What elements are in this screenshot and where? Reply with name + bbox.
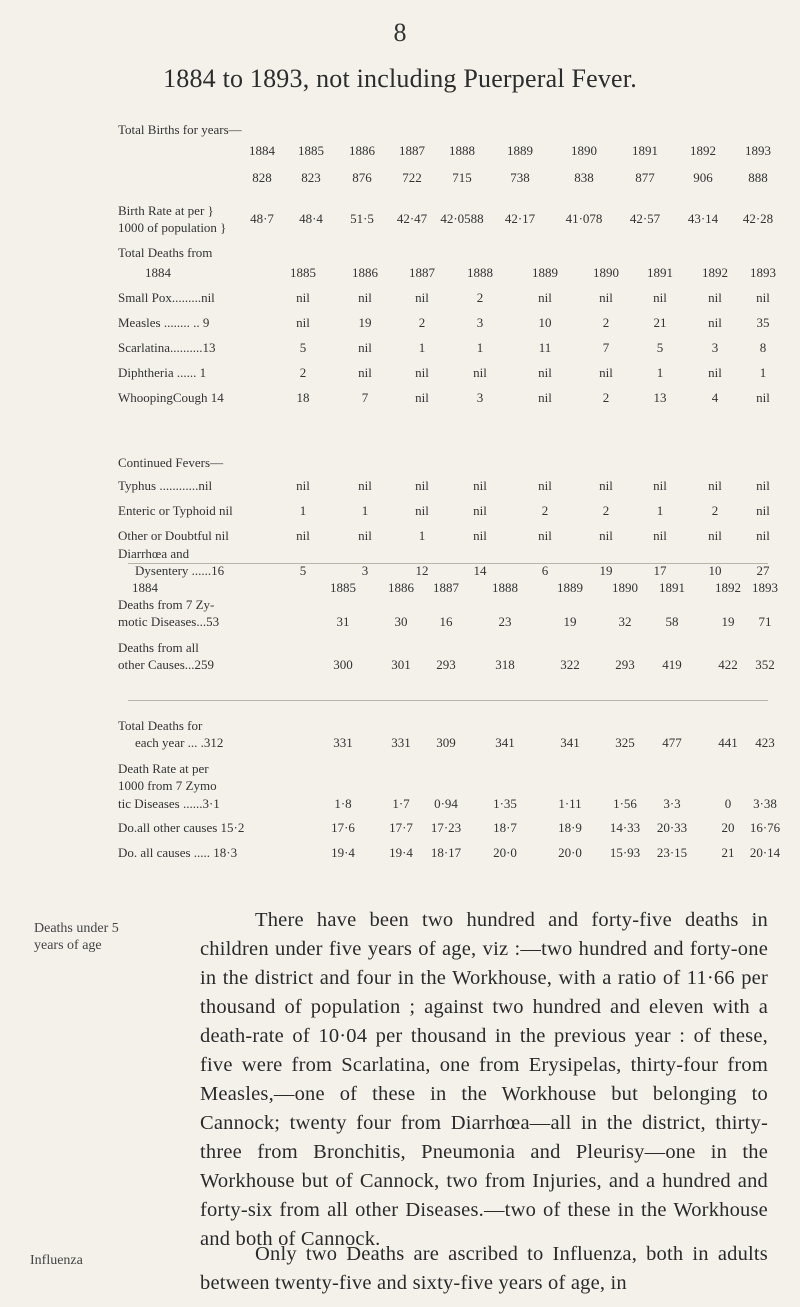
cause-value-cell: nil (708, 528, 722, 543)
births-year-cell: 1893 (745, 143, 771, 158)
total-deaths-value-cell: 309 (436, 735, 456, 750)
cause-label: Scarlatina..........13 (118, 340, 216, 355)
cause-value-cell: nil (296, 290, 310, 305)
deaths-first-year: 1884 (145, 265, 171, 280)
cause-value-cell: nil (599, 478, 613, 493)
births-count-cell: 738 (510, 170, 530, 185)
divider-1 (128, 563, 768, 564)
cause-value-cell: nil (415, 478, 429, 493)
death-rate-value-cell: 18·7 (493, 820, 517, 835)
cause-value-cell: nil (473, 478, 487, 493)
cause-value-cell: nil (415, 390, 429, 405)
cause-value-cell: nil (473, 528, 487, 543)
births-count-cell: 877 (635, 170, 655, 185)
birth-rate-cell: 41·078 (565, 211, 603, 226)
cause-value-cell: nil (756, 478, 770, 493)
cause-label: WhoopingCough 14 (118, 390, 224, 405)
death-rate-value-cell: 18·9 (558, 820, 582, 835)
death-rate-label: Do. all causes ..... 18·3 (118, 845, 238, 860)
birth-rate-cell: 43·14 (687, 211, 719, 226)
cause-value-cell: nil (599, 365, 613, 380)
deaths-year-cell: 1893 (750, 265, 776, 280)
cause-value-cell: 1 (476, 340, 484, 355)
death-rate-value-cell: 3·3 (663, 796, 681, 811)
deaths-by-cause-title: Total Deaths from (118, 245, 213, 260)
summary-year-cell: 1884 (132, 580, 158, 595)
summary-year-cell: 1889 (557, 580, 583, 595)
births-year-cell: 1887 (399, 143, 425, 158)
continued-fevers-label: Continued Fevers— (118, 455, 224, 470)
zymotic-label: motic Diseases...53 (118, 614, 220, 629)
cause-value-cell: 3 (361, 563, 369, 578)
cause-value-cell: nil (358, 290, 372, 305)
total-deaths-value-cell: 441 (718, 735, 738, 750)
cause-value-cell: 5 (299, 563, 307, 578)
summary-year-cell: 1893 (752, 580, 778, 595)
page-heading: 1884 to 1893, not including Puerperal Fever. (163, 64, 637, 93)
birth-rate-cell: 42·57 (629, 211, 661, 226)
zymotic-value-cell: 19 (721, 614, 735, 629)
zymotic-value-cell: 32 (618, 614, 632, 629)
birth-rate-cell: 42·28 (742, 211, 774, 226)
other-causes-value-cell: 301 (391, 657, 411, 672)
death-rate-value-cell: 0 (724, 796, 732, 811)
death-rate-value-cell: 14·33 (609, 820, 641, 835)
cause-label: Diarrhœa and (118, 546, 190, 561)
zymotic-label: Deaths from 7 Zy- (118, 597, 215, 612)
births-year-cell: 1891 (632, 143, 658, 158)
margin-note-influenza: Influenza (30, 1253, 83, 1268)
total-deaths-label: each year ... .312 (135, 735, 224, 750)
cause-value-cell: 35 (756, 315, 770, 330)
cause-value-cell: nil (473, 365, 487, 380)
death-rate-value-cell: 20·33 (656, 820, 688, 835)
margin-note-deaths-under-5 (34, 920, 119, 954)
cause-value-cell: nil (358, 528, 372, 543)
births-year-cell: 1888 (449, 143, 475, 158)
birth-rate-cell: 48·4 (299, 211, 323, 226)
death-rate-label: Do.all other causes 15·2 (118, 820, 245, 835)
births-year-cell: 1886 (349, 143, 375, 158)
zymotic-value-cell: 23 (498, 614, 512, 629)
cause-value-cell: nil (599, 528, 613, 543)
birth-rate-label-1: Birth Rate at per } (118, 203, 214, 218)
other-causes-value-cell: 422 (718, 657, 738, 672)
death-rate-value-cell: 17·6 (331, 820, 355, 835)
summary-year-cell: 1886 (388, 580, 414, 595)
births-year-cell: 1885 (298, 143, 324, 158)
birth-rate-cell: 42·47 (396, 211, 428, 226)
cause-value-cell: nil (756, 390, 770, 405)
cause-value-cell: 8 (759, 340, 767, 355)
cause-value-cell: 27 (756, 563, 770, 578)
cause-value-cell: nil (708, 315, 722, 330)
deaths-year-cell: 1890 (593, 265, 619, 280)
death-rate-value-cell: 17·7 (389, 820, 413, 835)
other-causes-value-cell: 322 (560, 657, 580, 672)
death-rate-value-cell: 21 (721, 845, 735, 860)
cause-value-cell: 2 (602, 315, 610, 330)
cause-value-cell: 3 (476, 315, 484, 330)
other-causes-value-cell: 293 (436, 657, 456, 672)
cause-value-cell: 2 (418, 315, 426, 330)
birth-rate-cell: 51·5 (350, 211, 374, 226)
death-rate-value-cell: 20·0 (558, 845, 582, 860)
other-causes-value-cell: 419 (662, 657, 682, 672)
cause-value-cell: nil (756, 503, 770, 518)
births-count-cell: 888 (748, 170, 768, 185)
influenza-text: Only two Deaths are ascribed to Influenza, both in adults between twenty-five and sixty-five years of age, in (200, 1243, 768, 1294)
cause-value-cell: nil (296, 528, 310, 543)
deaths-year-cell: 1889 (532, 265, 558, 280)
cause-value-cell: 1 (759, 365, 767, 380)
cause-value-cell: nil (358, 365, 372, 380)
total-deaths-value-cell: 341 (495, 735, 515, 750)
deaths-under-five-text: There have been two hundred and forty-five deaths in children under five years of age, viz :—two hundred and forty-one in the district and four in the Workhouse, with a ratio of 11·66 per thousand of population ; against two hundred and eleven with a death-rate of 10·04 per thousand in the previous year : of these, five were from Scarlatina, one from Erysipelas, thirty-four from Measles,—one of these in the Workhouse but belonging to Cannock; twenty four from Diarrhœa—all in the district, thirty-three from Bronchitis, Pneumonia and Pleurisy—one in the Workhouse but of Cannock, two from Injuries, and a hundred and forty-six from all other Diseases.—two of these in the Workhouse and both of Cannock. (200, 909, 768, 1250)
births-year-cell: 1890 (571, 143, 597, 158)
cause-value-cell: 19 (599, 563, 613, 578)
zymotic-value-cell: 19 (563, 614, 577, 629)
cause-value-cell: 1 (299, 503, 307, 518)
summary-year-cell: 1892 (715, 580, 741, 595)
death-rate-value-cell: 15·93 (609, 845, 641, 860)
cause-value-cell: 2 (602, 390, 610, 405)
cause-value-cell: nil (538, 390, 552, 405)
cause-label: Enteric or Typhoid nil (118, 503, 233, 518)
total-deaths-value-cell: 325 (615, 735, 635, 750)
birth-rate-label-2: 1000 of population } (118, 220, 227, 235)
cause-label: Measles ........ .. 9 (118, 315, 210, 330)
deaths-year-cell: 1888 (467, 265, 493, 280)
death-rate-value-cell: 1·56 (613, 796, 637, 811)
births-count-cell: 828 (252, 170, 272, 185)
total-deaths-value-cell: 331 (333, 735, 353, 750)
cause-value-cell: nil (708, 290, 722, 305)
deaths-under-five-paragraph (200, 906, 768, 1254)
births-count-cell: 838 (574, 170, 594, 185)
cause-value-cell: 2 (711, 503, 719, 518)
death-rate-value-cell: 17·23 (430, 820, 462, 835)
cause-label: Small Pox.........nil (118, 290, 215, 305)
death-rate-heading: 1000 from 7 Zymo (118, 778, 217, 793)
divider-2 (128, 700, 768, 701)
cause-value-cell: nil (653, 528, 667, 543)
cause-value-cell: 5 (656, 340, 664, 355)
page-number: 8 (393, 18, 407, 47)
total-deaths-label: Total Deaths for (118, 718, 203, 733)
cause-label: Other or Doubtful nil (118, 528, 229, 543)
cause-value-cell: 11 (538, 340, 552, 355)
cause-value-cell: 18 (296, 390, 310, 405)
death-rate-value-cell: 19·4 (389, 845, 413, 860)
death-rate-value-cell: 1·8 (334, 796, 352, 811)
margin-note-line-1: Deaths under 5 (34, 921, 119, 936)
other-causes-label: other Causes...259 (118, 657, 215, 672)
births-count-cell: 715 (452, 170, 472, 185)
cause-value-cell: nil (756, 528, 770, 543)
death-rate-value-cell: 20·0 (493, 845, 517, 860)
births-count-cell: 876 (352, 170, 372, 185)
cause-value-cell: 7 (602, 340, 610, 355)
death-rate-value-cell: 18·17 (430, 845, 462, 860)
death-rate-value-cell: 1·7 (392, 796, 410, 811)
cause-value-cell: nil (473, 503, 487, 518)
margin-note-line-2: years of age (34, 938, 102, 953)
death-rate-value-cell: 1·11 (558, 796, 582, 811)
death-rate-value-cell: 23·15 (656, 845, 688, 860)
cause-value-cell: 3 (476, 390, 484, 405)
birth-rate-cell: 42·17 (504, 211, 536, 226)
deaths-year-cell: 1892 (702, 265, 728, 280)
cause-value-cell: 21 (653, 315, 667, 330)
births-year-cell: 1889 (507, 143, 533, 158)
births-count-cell: 722 (402, 170, 422, 185)
cause-value-cell: 4 (711, 390, 719, 405)
cause-value-cell: 2 (299, 365, 307, 380)
zymotic-value-cell: 71 (758, 614, 772, 629)
death-rate-value-cell: 3·38 (753, 796, 777, 811)
cause-label: Dysentery ......16 (135, 563, 225, 578)
cause-value-cell: 7 (361, 390, 369, 405)
cause-value-cell: nil (538, 478, 552, 493)
cause-value-cell: nil (358, 340, 372, 355)
cause-value-cell: nil (296, 315, 310, 330)
cause-label: Typhus ............nil (118, 478, 213, 493)
cause-value-cell: 14 (473, 563, 487, 578)
death-rate-label: tic Diseases ......3·1 (118, 796, 220, 811)
deaths-year-cell: 1885 (290, 265, 316, 280)
cause-value-cell: nil (538, 528, 552, 543)
cause-label: Diphtheria ...... 1 (118, 365, 207, 380)
cause-value-cell: 2 (476, 290, 484, 305)
cause-value-cell: nil (708, 478, 722, 493)
cause-value-cell: 12 (415, 563, 429, 578)
births-year-cell: 1884 (249, 143, 275, 158)
cause-value-cell: 1 (418, 340, 426, 355)
death-rate-value-cell: 1·35 (493, 796, 517, 811)
other-causes-value-cell: 318 (495, 657, 515, 672)
cause-value-cell: nil (538, 290, 552, 305)
cause-value-cell: 17 (653, 563, 667, 578)
deaths-year-cell: 1887 (409, 265, 435, 280)
cause-value-cell: 5 (299, 340, 307, 355)
cause-value-cell: nil (756, 290, 770, 305)
cause-value-cell: nil (538, 365, 552, 380)
cause-value-cell: nil (415, 290, 429, 305)
zymotic-value-cell: 30 (394, 614, 408, 629)
births-count-cell: 823 (301, 170, 321, 185)
cause-value-cell: nil (358, 478, 372, 493)
death-rate-value-cell: 20·14 (749, 845, 781, 860)
deaths-year-cell: 1891 (647, 265, 673, 280)
summary-year-cell: 1891 (659, 580, 685, 595)
total-deaths-value-cell: 331 (391, 735, 411, 750)
cause-value-cell: nil (415, 503, 429, 518)
zymotic-value-cell: 31 (336, 614, 350, 629)
summary-year-cell: 1887 (433, 580, 459, 595)
other-causes-value-cell: 300 (333, 657, 353, 672)
death-rate-value-cell: 0·94 (434, 796, 458, 811)
births-title: Total Births for years— (118, 122, 242, 137)
death-rate-value-cell: 20 (721, 820, 735, 835)
zymotic-value-cell: 16 (439, 614, 453, 629)
births-count-cell: 906 (693, 170, 713, 185)
births-year-cell: 1892 (690, 143, 716, 158)
deaths-year-cell: 1886 (352, 265, 378, 280)
cause-value-cell: 2 (541, 503, 549, 518)
death-rate-value-cell: 19·4 (331, 845, 355, 860)
summary-year-cell: 1888 (492, 580, 518, 595)
cause-value-cell: 2 (602, 503, 610, 518)
influenza-paragraph (200, 1240, 768, 1298)
cause-value-cell: nil (708, 365, 722, 380)
cause-value-cell: nil (653, 478, 667, 493)
death-rate-value-cell: 16·76 (749, 820, 781, 835)
cause-value-cell: 19 (358, 315, 372, 330)
other-causes-value-cell: 293 (615, 657, 635, 672)
cause-value-cell: 1 (418, 528, 426, 543)
cause-value-cell: 13 (653, 390, 667, 405)
cause-value-cell: 1 (656, 365, 664, 380)
death-rate-heading: Death Rate at per (118, 761, 209, 776)
summary-year-cell: 1885 (330, 580, 356, 595)
cause-value-cell: 1 (656, 503, 664, 518)
cause-value-cell: nil (653, 290, 667, 305)
birth-rate-cell: 48·7 (250, 211, 274, 226)
cause-value-cell: 10 (708, 563, 722, 578)
cause-value-cell: 10 (538, 315, 552, 330)
total-deaths-value-cell: 423 (755, 735, 775, 750)
cause-value-cell: 3 (711, 340, 719, 355)
birth-rate-cell: 42·0588 (440, 211, 484, 226)
cause-value-cell: nil (599, 290, 613, 305)
other-causes-label: Deaths from all (118, 640, 199, 655)
cause-value-cell: 6 (541, 563, 549, 578)
cause-value-cell: 1 (361, 503, 369, 518)
cause-value-cell: nil (415, 365, 429, 380)
cause-value-cell: nil (296, 478, 310, 493)
total-deaths-value-cell: 477 (662, 735, 682, 750)
zymotic-value-cell: 58 (665, 614, 679, 629)
total-deaths-value-cell: 341 (560, 735, 580, 750)
summary-year-cell: 1890 (612, 580, 638, 595)
other-causes-value-cell: 352 (755, 657, 775, 672)
